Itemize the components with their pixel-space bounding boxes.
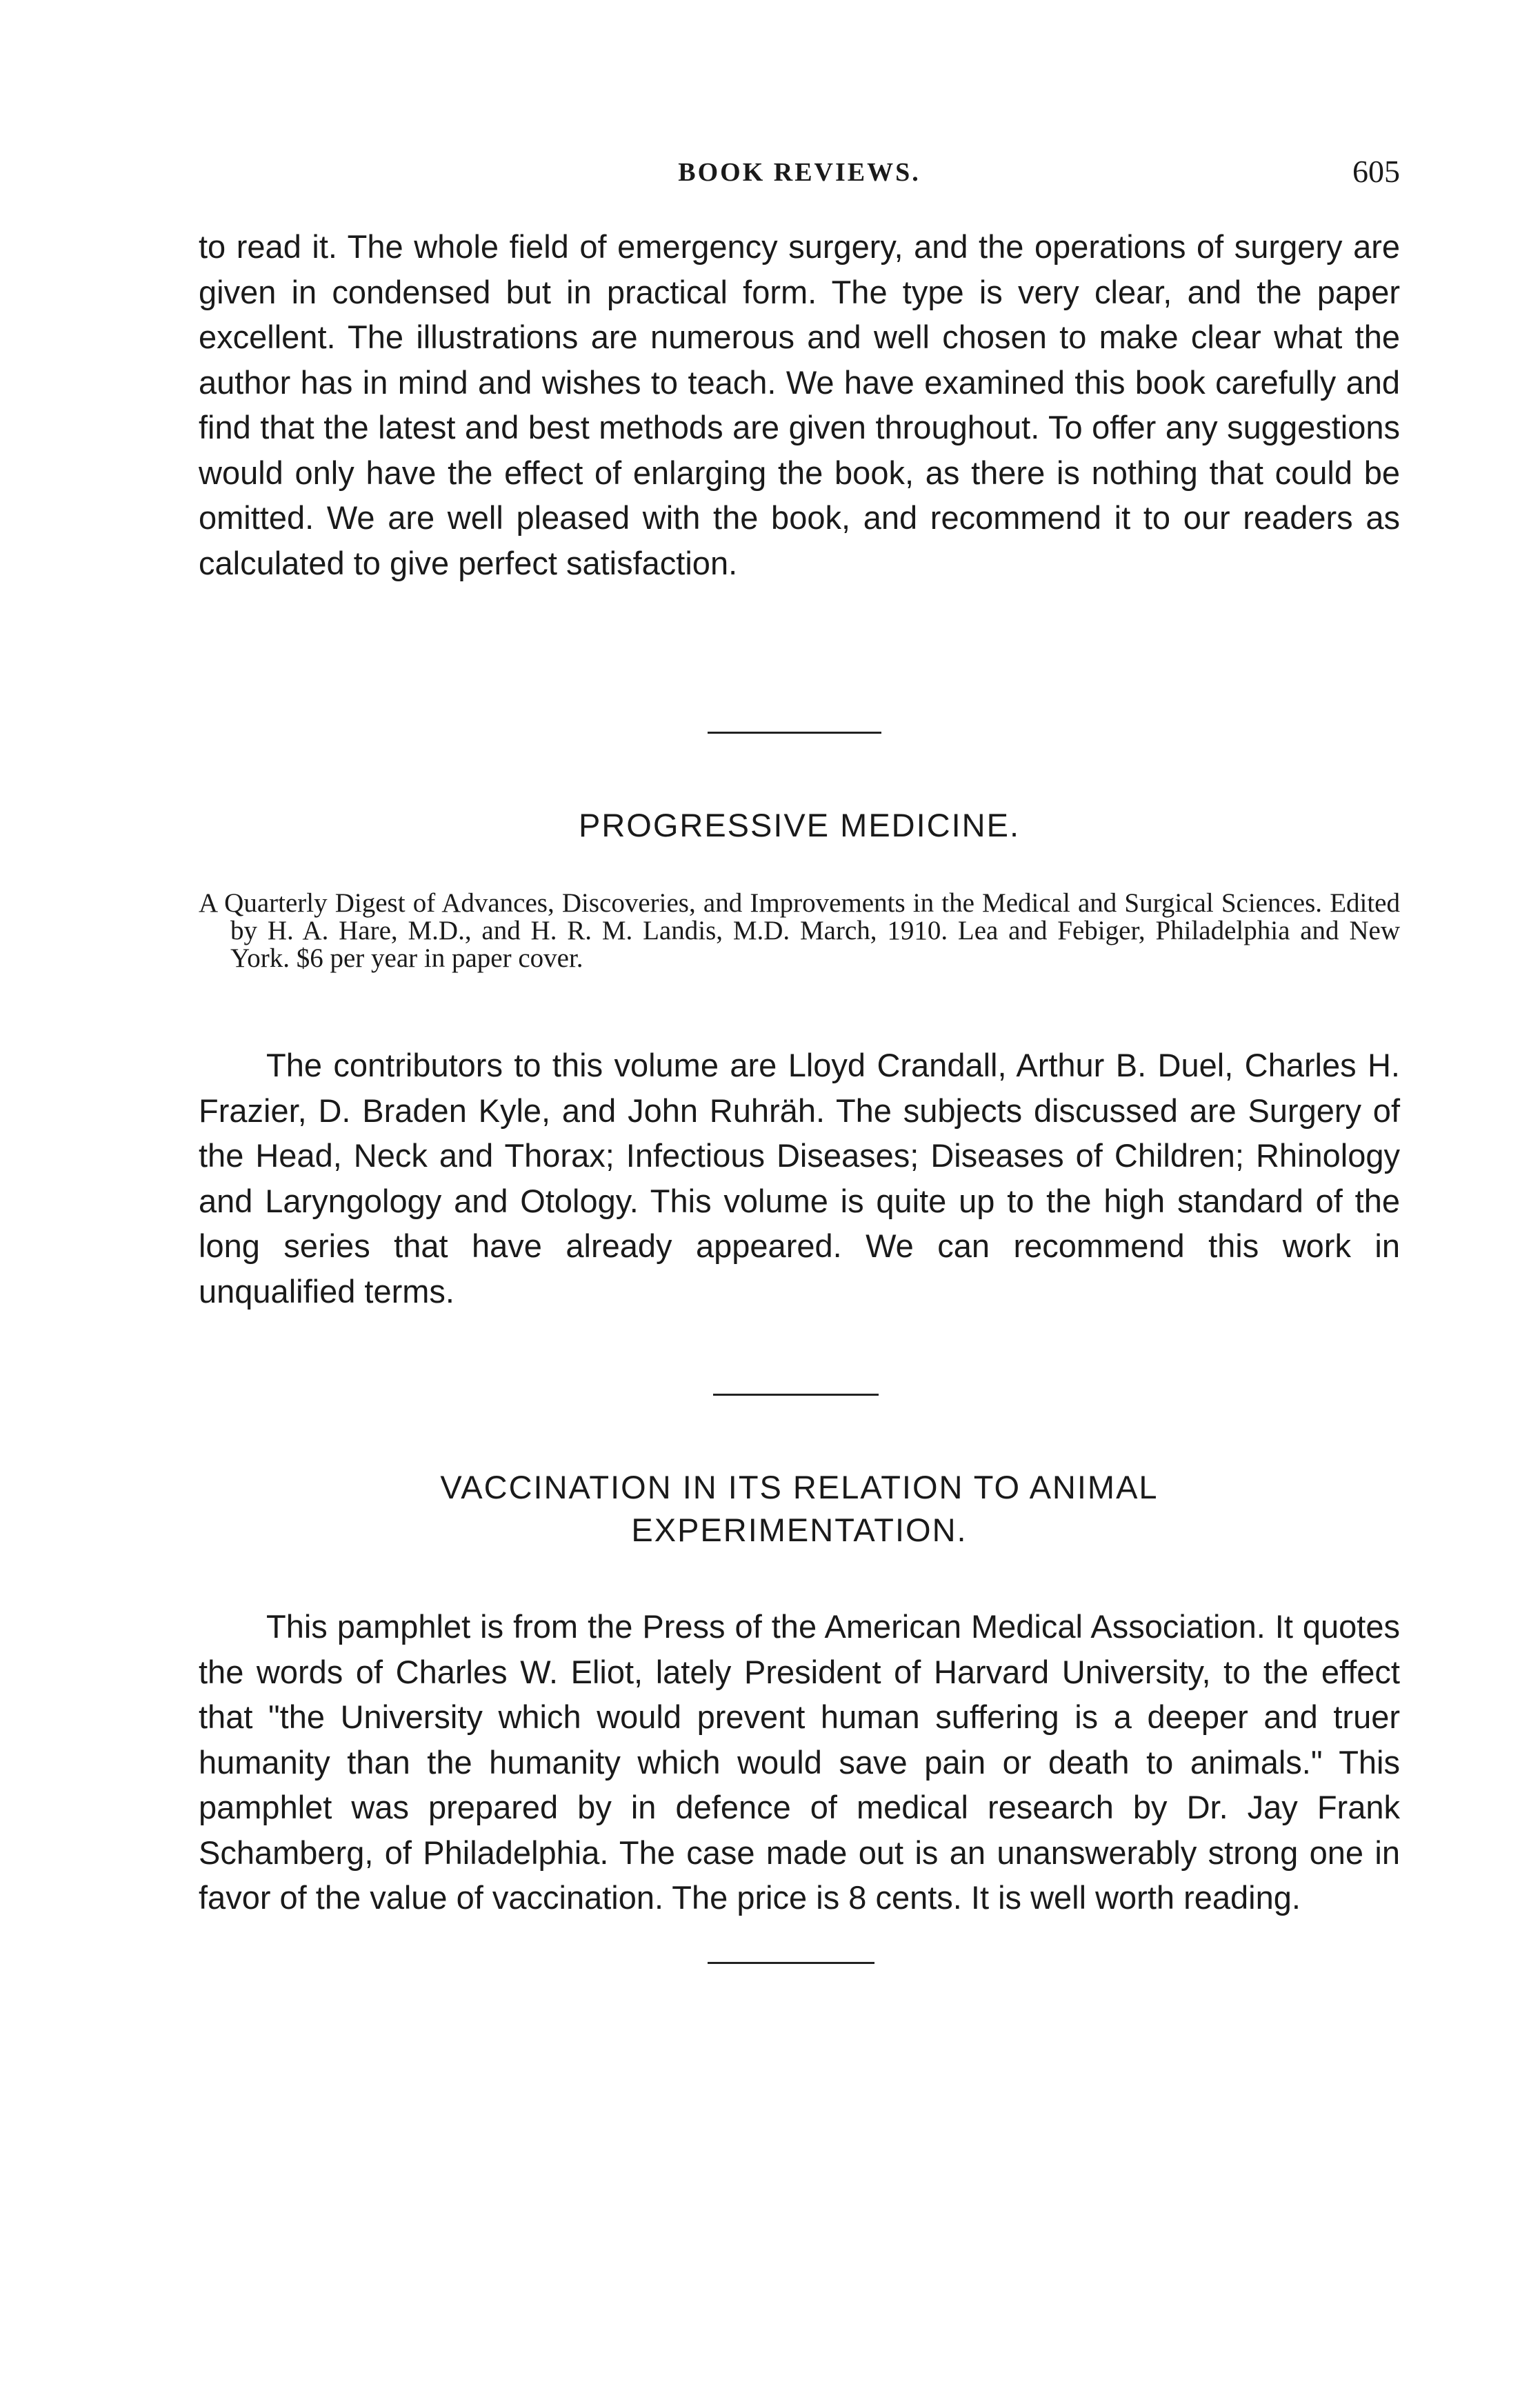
section-divider bbox=[713, 1394, 879, 1396]
section-title-progressive-medicine: PROGRESSIVE MEDICINE. bbox=[578, 807, 1021, 843]
section-divider bbox=[708, 1962, 874, 1964]
running-head bbox=[199, 154, 1400, 199]
page bbox=[199, 0, 1400, 2386]
vaccination-body: This pamphlet is from the Press of the American Medical Association. It quotes the words of Charles W. Eliot, lately President of Harvard University, to the effect that "the University which would prevent human suffering is a deeper and truer humanity than the humanity which would save pain or death to animals." This pamphlet was prepared by in defence of medical research by Dr. Jay Frank Schamberg, of Philadelphia. The case made out is an unanswerably strong one in favor of the value of vaccination. The price is 8 cents. It is well worth reading. bbox=[199, 1608, 1400, 1916]
section-title-vaccination-line1: VACCINATION IN ITS RELATION TO ANIMAL bbox=[440, 1469, 1159, 1505]
review-continued-text: to read it. The whole field of emergency surgery, and the operations of surgery are given in condensed but in practical form. The type is very clear, and the paper excellent. The illustrations are numerous and well chosen to make clear what the author has in mind and wishes to teach. We have examined this book carefully and find that the latest and best methods are given throughout. To offer any suggestions would only have the effect of enlarging the book, as there is nothing that could be omitted. We are well pleased with the book, and recommend it to our readers as calculated to give perfect satisfaction. bbox=[199, 228, 1400, 581]
running-title: BOOK REVIEWS. bbox=[678, 158, 921, 187]
page-number: 605 bbox=[1352, 154, 1400, 189]
section-divider bbox=[708, 732, 881, 734]
section-title-vaccination-line2: EXPERIMENTATION. bbox=[631, 1512, 968, 1548]
progressive-medicine-body: The contributors to this volume are Lloyd Crandall, Arthur B. Duel, Charles H. Frazier, D. Braden Kyle, and John Ruhräh. The subjects discussed are Surgery of the Head, Neck and Thorax; Infectious Diseases; Diseases of Children; Rhinology and Laryngology and Otology. This volume is quite up to the high standard of the long series that have already appeared. We can recommend this work in unqualified terms. bbox=[199, 1047, 1400, 1310]
progressive-medicine-citation: A Quarterly Digest of Advances, Discoveries, and Improvements in the Medical and Surgical Sciences. Edited by H. A. Hare, M.D., and H. R. M. Landis, M.D. March, 1910. Lea and Febiger, Philadelphia and New York. $6 per year in paper cover. bbox=[199, 888, 1400, 973]
